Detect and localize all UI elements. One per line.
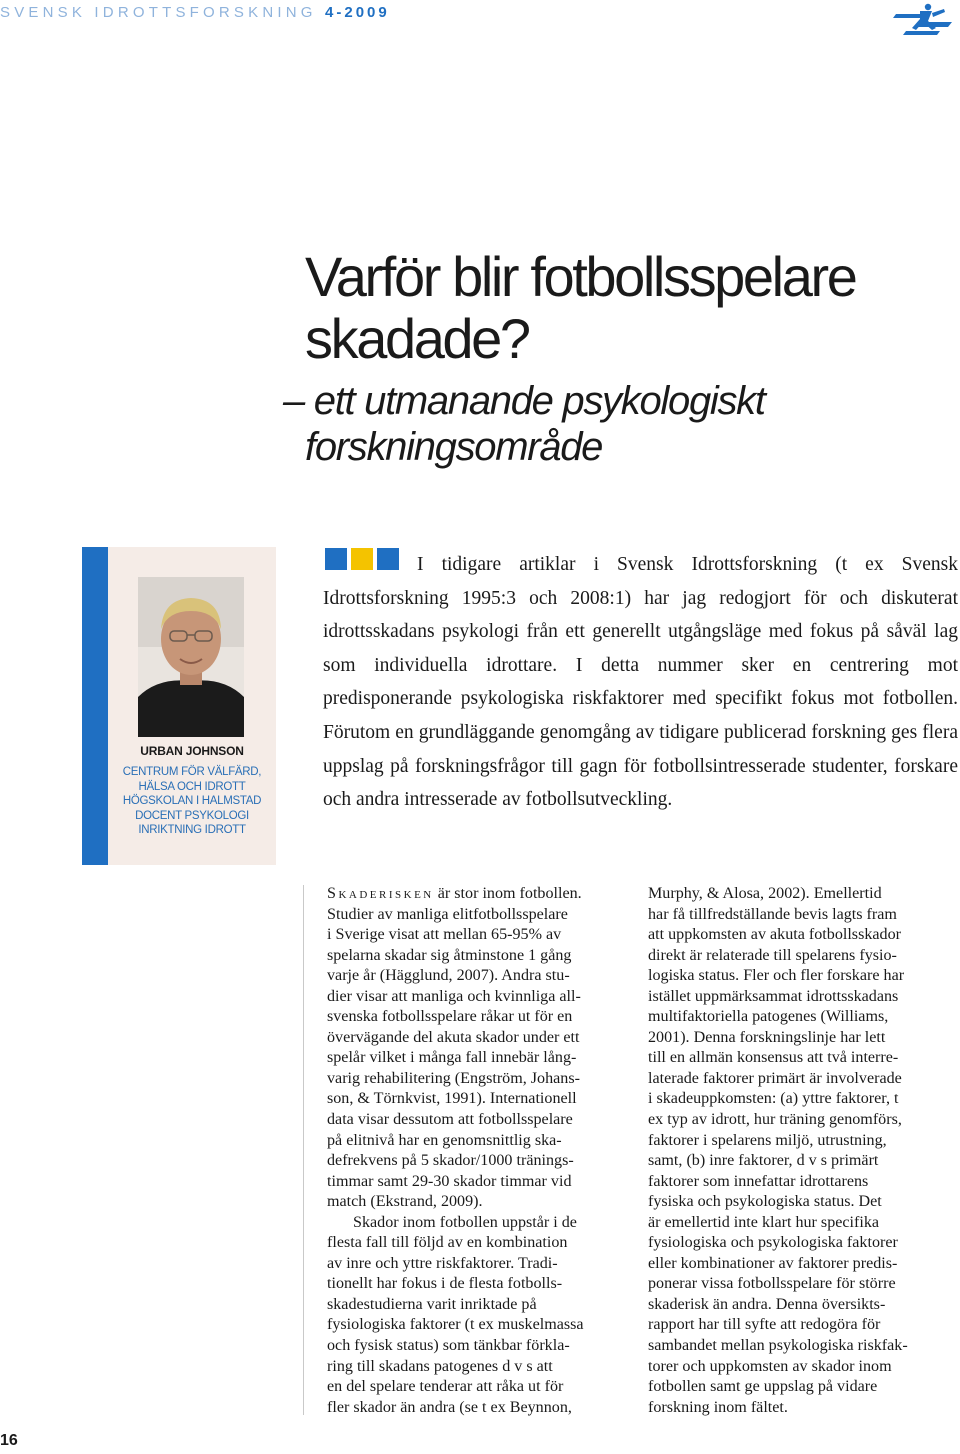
- body-line: ring till skadans patogenes d v s att: [327, 1357, 553, 1375]
- publication-name: SVENSK IDROTTSFORSKNING: [0, 4, 317, 21]
- article-subtitle: [283, 378, 943, 470]
- body-line: spelår vilket i många fall innebär lång-: [327, 1049, 577, 1067]
- body-line: till en allmän konsensus att två interre-: [648, 1049, 899, 1067]
- body-line: ponerar vissa fotbollsspelare för större: [648, 1275, 896, 1293]
- column-divider: [303, 885, 304, 1415]
- body-line: fysiologiska faktorer (t ex muskelmassa: [327, 1316, 584, 1334]
- body-line: fotbollen samt ge uppslag på vidare: [648, 1378, 878, 1396]
- author-affiliation-line: HÖGSKOLAN I HALMSTAD: [122, 795, 262, 808]
- body-line: skadestudierna varit inriktade på: [327, 1295, 537, 1313]
- body-line: laterade faktorer primärt är involverade: [648, 1069, 902, 1087]
- body-line: data visar dessutom att fotbollsspelare: [327, 1111, 573, 1129]
- body-line: är emellertid inte klart hur specifika: [648, 1213, 880, 1231]
- author-affiliation-line: INRIKTNING IDROTT: [138, 824, 246, 837]
- article-subtitle-line: forskningsområde: [305, 425, 603, 469]
- body-line: ex typ av idrott, hur träning genomförs,: [648, 1111, 902, 1129]
- body-line: rapport har till syfte att redogöra för: [648, 1316, 881, 1334]
- body-line: tionellt har fokus i de flesta fotbolls-: [327, 1275, 563, 1293]
- body-line: av inre och yttre riskfaktorer. Tradi-: [327, 1254, 558, 1272]
- body-line: och fysisk status) som tänkbar förkla-: [327, 1337, 570, 1355]
- body-line: övervägande del akuta skador under ett: [327, 1028, 580, 1046]
- article-title: [305, 246, 945, 370]
- body-line: match (Ekstrand, 2009).: [327, 1193, 483, 1211]
- body-line: timmar samt 29-30 skador timmar vid: [327, 1172, 572, 1190]
- article-subtitle-line: – ett utmanande psykologiskt: [283, 379, 765, 423]
- body-line: torer och uppkomsten av skador inom: [648, 1357, 892, 1375]
- body-line: att uppkomsten av akuta fotbollsskador: [648, 926, 901, 944]
- author-affiliation-line: DOCENT PSYKOLOGI: [135, 809, 249, 822]
- body-line: defrekvens på 5 skador/1000 tränings-: [327, 1152, 574, 1170]
- page-number: 16: [0, 1432, 18, 1449]
- body-line: Murphy, & Alosa, 2002). Emellertid: [648, 885, 882, 902]
- body-column-1: [327, 884, 639, 1418]
- body-line: dier visar att manliga och kvinnliga all-: [327, 987, 581, 1005]
- body-line: spelarna skadar sig åtminstone 1 gång: [327, 946, 572, 964]
- body-line: har få tillfredställande bevis lagts fram: [648, 905, 897, 923]
- article-title-line: skadade?: [305, 307, 529, 370]
- body-line: forskning inom fältet.: [648, 1398, 788, 1416]
- author-affiliation-line: CENTRUM FÖR VÄLFÄRD,: [122, 766, 262, 778]
- body-line: varig rehabilitering (Engström, Johans-: [327, 1069, 580, 1087]
- sidebar-accent-bar: [82, 547, 108, 865]
- body-line: istället uppmärksammat idrottsskadans: [648, 987, 899, 1005]
- body-line: flesta fall till följd av en kombination: [327, 1234, 568, 1252]
- publication-logo-icon: [890, 2, 956, 38]
- body-line: en del spelare tenderar att råka ut för: [327, 1378, 564, 1396]
- body-line: på elitnivå har en genomsnittlig ska-: [327, 1131, 562, 1149]
- body-line: fysiologiska och psykologiska faktorer: [648, 1234, 898, 1252]
- body-line: fysiska och psykologiska status. Det: [648, 1193, 882, 1211]
- author-photo: [138, 577, 244, 737]
- body-line: fler skador än andra (se t ex Beynnon,: [327, 1398, 572, 1416]
- body-line: logiska status. Fler och fler forskare har: [648, 967, 905, 985]
- body-line: samt, (b) inre faktorer, d v s primärt: [648, 1152, 879, 1170]
- body-line: eller kombinationer av faktorer predis-: [648, 1254, 898, 1272]
- body-column-2: [648, 884, 960, 1418]
- author-name: URBAN JOHNSON: [140, 744, 244, 758]
- body-line: svenska fotbollsspelare råkar ut för en: [327, 1008, 573, 1026]
- article-title-line: Varför blir fotbollsspelare: [305, 245, 856, 308]
- body-line: direkt är relaterade till spelarens fysio-: [648, 946, 897, 964]
- body-line: son, & Törnkvist, 1991). Internationell: [327, 1090, 577, 1108]
- body-line: faktorer i spelarens miljö, utrustning,: [648, 1131, 887, 1149]
- body-line: multifaktoriella patogenes (Williams,: [648, 1008, 889, 1026]
- body-line: varje år (Hägglund, 2007). Andra stu-: [327, 967, 570, 985]
- author-byline: [112, 744, 272, 838]
- body-line: faktorer som innefattar idrottarens: [648, 1172, 869, 1190]
- body-line: 2001). Denna forskningslinje har lett: [648, 1028, 886, 1046]
- body-line: skaderisk än andra. Denna översikts-: [648, 1295, 886, 1313]
- running-header: [0, 4, 390, 21]
- author-affiliation-line: HÄLSA OCH IDROTT: [138, 780, 246, 793]
- body-text: är stor inom fotbollen.: [433, 885, 582, 902]
- body-line: [327, 884, 639, 905]
- body-line: sambandet mellan psykologiska riskfak-: [648, 1337, 908, 1355]
- body-line: Studier av manliga elitfotbollsspelare: [327, 905, 568, 923]
- issue-number: 4-2009: [325, 4, 390, 21]
- body-line: Skador inom fotbollen uppstår i de: [353, 1213, 577, 1231]
- lead-word: Skaderisken: [327, 885, 434, 902]
- article-ingress: I tidigare artiklar i Svensk Idrottsforskning (t ex Svensk Idrottsforskning 1995:3 och 2008:1) har jag redogjort för och diskuterat idrottsskadans psykologi från ett generellt utgångsläge med fokus på såväl lag som individuella idrottare. I detta nummer sker en centrering mot predisponerande psykologiska riskfaktorer med specifikt fokus mot fotbollen. Förutom en grundläggande genomgång av tidigare publicerad forskning ges flera uppslag på forskningsfrågor till gagn för fotbollsintresserade studenter, forskare och andra intresserade av fotbollsutveckling.: [323, 554, 958, 811]
- body-line: i skadeuppkomsten: (a) yttre faktorer, t: [648, 1090, 899, 1108]
- body-line: i Sverige visat att mellan 65-95% av: [327, 926, 562, 944]
